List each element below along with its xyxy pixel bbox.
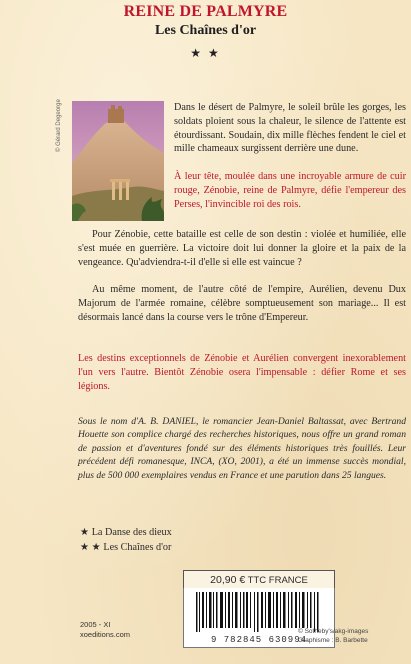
- book-title: Les Chaînes d'or: [154, 23, 257, 38]
- author-bio: Sous le nom d'A. B. DANIEL, le romancier Jean-Daniel Baltassat, avec Bertrand Houette son complice chargé des recherches historiques, nous offre un grand roman de passion et d'aventures fondé sur des éléments historiques très fouillés. Leur précédent défi romanesque, INCA, (XO, 2001), a été un immense succès mondial, plus de 500 000 exemplaires vendus en France et une parution dans 25 langues.: [78, 416, 406, 481]
- volume-stars: ★ ★: [190, 46, 221, 60]
- photo-credit: © Gérard Degeorge: [56, 99, 62, 152]
- price-amount: 20,90 €: [210, 574, 246, 586]
- paragraph-zenobie: Pour Zénobie, cette bataille est celle de son destin : violée et humiliée, elle s'est muée en guerrière. La victoire doit lui donner la gloire et la paix de la vengeance. Qu'adviendra-t-il d'elle si elle est vaincue ?: [78, 229, 406, 268]
- volume-marker: ★ ★: [80, 542, 101, 553]
- volume-marker: ★: [80, 527, 90, 538]
- isbn-number: 9 782845 630994: [183, 634, 335, 648]
- cover-credit-line: Graphisme : B. Barbette: [298, 637, 368, 644]
- publisher-info: [80, 620, 130, 640]
- publisher-site: xoeditions.com: [80, 630, 131, 639]
- volume-list: [80, 525, 172, 555]
- highlight-paragraph: Les destins exceptionnels de Zénobie et Aurélien convergent inexorablement l'un vers l'autre. Bientôt Zénobie osera l'impensable : défier Rome et ses légions.: [78, 353, 406, 392]
- palmyra-photo: [72, 101, 164, 221]
- volume-item: [80, 540, 172, 555]
- volume-title: La Danse des dieux: [91, 527, 172, 538]
- intro-paragraph: Dans le désert de Palmyre, le soleil brûle les gorges, les soldats ploient sous la chaleur, le silence de l'attente est étourdissant. Soudain, dix mille flèches fendent le ciel et mille chameaux surgissent derrière une dune.: [174, 102, 406, 155]
- cover-credit: [298, 627, 368, 645]
- paragraph-aurelien: Au même moment, de l'autre côté de l'empire, Aurélien, devenu Dux Majorum de l'armée romaine, célèbre somptueusement son mariage... Il est désormais lancé dans la course vers le trône d'Empereur.: [78, 284, 406, 323]
- palmyra-ruins-illustration: [72, 101, 164, 221]
- cover-credit-line: © Sotheby's/akg-images: [298, 628, 369, 635]
- volume-item: [80, 525, 172, 540]
- intro-highlight: À leur tête, moulée dans une incroyable armure de cuir rouge, Zénobie, reine de Palmyre, défie l'empereur des Perses, l'invincible roi des rois.: [174, 171, 406, 210]
- series-title: REINE DE PALMYRE: [123, 3, 288, 20]
- publisher-code: 2005 - XI: [80, 620, 111, 629]
- price-box: [183, 570, 335, 590]
- price-note: TTC FRANCE: [247, 575, 308, 586]
- volume-title: Les Chaînes d'or: [103, 542, 172, 553]
